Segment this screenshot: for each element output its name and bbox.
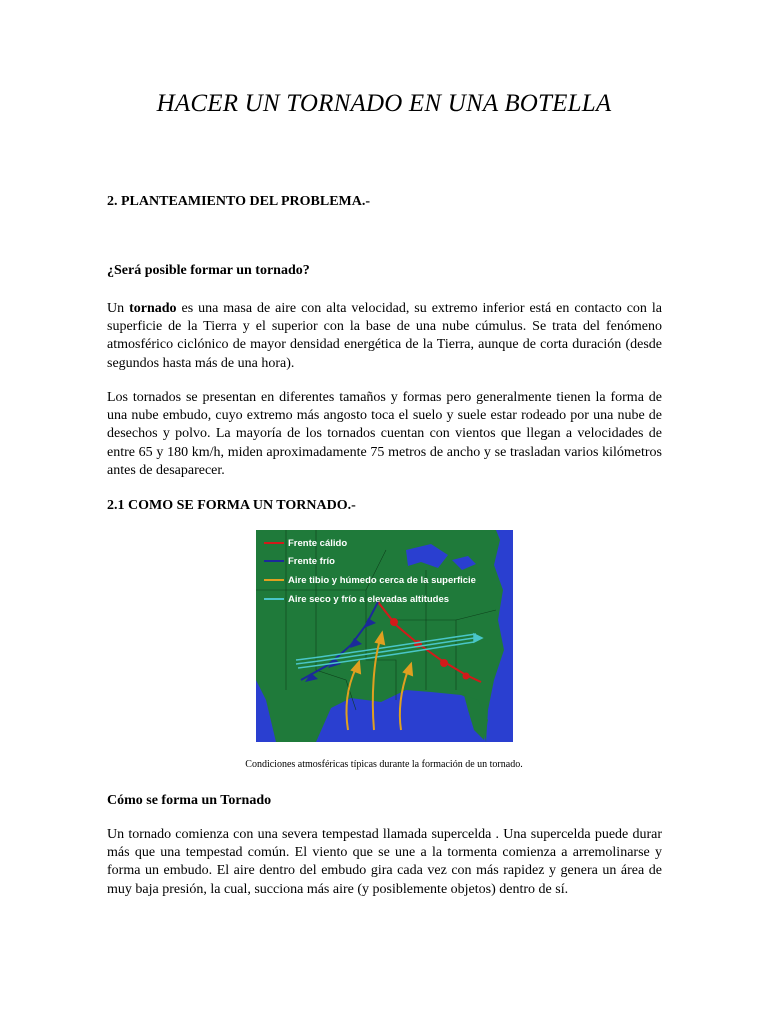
tornado-bold-term: tornado [129, 301, 177, 316]
subheading-como-se-forma-tornado: Cómo se forma un Tornado [107, 793, 272, 808]
legend-dry-air: Aire seco y frío a elevadas altitudes [288, 594, 450, 605]
figure-caption: Condiciones atmosféricas típicas durante la formación de un tornado. [245, 759, 523, 770]
paragraph-definition-prefix: Un [107, 301, 130, 316]
page-title: HACER UN TORNADO EN UNA BOTELLA [156, 90, 612, 117]
paragraph-supercelda: Un tornado comienza con una severa tempestad llamada supercelda . Una supercelda puede durar más que una tempestad común. El viento que se une a la tormenta comienza a arremolinarse y forma un embudo. El aire dentro del embudo gira cada vez con más rapidez y genera un área de muy baja presión, la cual, succiona más aire (y posiblemente objetos) dentro de sí. [107, 827, 662, 897]
paragraph-definition-text: es una masa de aire con alta velocidad, su extremo inferior está en contacto con la superficie de la Tierra y el superior con la base de una nube cúmulus. Se trata del fenómeno atmosférico ciclónico de mayor densidad energética de la Tierra, aunque de corta duración (desde segundos hasta más de una hora). [107, 301, 662, 371]
warm-front-marker [440, 659, 448, 667]
weather-map-figure [256, 530, 513, 742]
warm-front-marker [463, 673, 470, 680]
legend-warm-front: Frente cálido [288, 538, 348, 549]
section-question: ¿Será posible formar un tornado? [107, 263, 310, 278]
warm-front-marker [390, 618, 398, 626]
legend-cold-front: Frente frío [288, 556, 335, 567]
paragraph-shapes: Los tornados se presentan en diferentes tamaños y formas pero generalmente tienen la forma de una nube embudo, cuyo extremo más angosto toca el suelo y suele estar rodeado por una nube de desechos y polvo. La mayoría de los tornados cuentan con vientos que llegan a velocidades de entre 65 y 180 km/h, miden aproximadamente 75 metros de ancho y se trasladan varios kilómetros antes de desaparecer. [107, 390, 662, 478]
legend-warm-air: Aire tibio y húmedo cerca de la superficie [288, 575, 476, 586]
section-heading-como-se-forma: 2.1 COMO SE FORMA UN TORNADO.- [107, 498, 356, 513]
section-heading-planteamiento: 2. PLANTEAMIENTO DEL PROBLEMA.- [107, 194, 371, 209]
paragraph-definition [107, 300, 662, 373]
